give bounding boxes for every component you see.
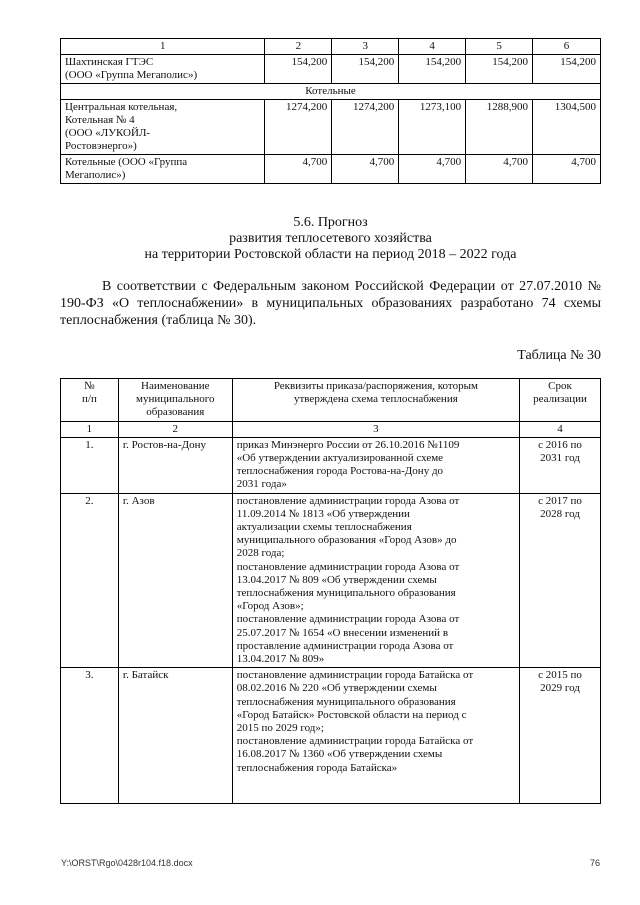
table-header-row [61, 379, 601, 422]
requisites-line: муниципального образования «Город Азов» до [236, 534, 457, 547]
column-number: 3 [332, 39, 399, 55]
header-line: реализации [533, 393, 587, 406]
header-line: п/п [82, 393, 97, 406]
row-label-line: Котельная № 4 [65, 114, 135, 126]
row-label [61, 100, 265, 155]
table-cell: 154,200 [332, 55, 399, 84]
requisites-line: 2028 года; [236, 547, 285, 560]
requisites-line: актуализации схемы теплоснабжения [236, 521, 412, 534]
requisites-line: 2015 по 2029 год»; [236, 722, 324, 735]
table-section-row [61, 84, 601, 100]
generation-capacity-table [60, 38, 601, 184]
column-number: 4 [399, 39, 466, 55]
table-cell: 4,700 [332, 155, 399, 184]
row-label-line: (ООО «Группа Мегаполис») [65, 69, 198, 81]
row-label-line: Мегаполис») [65, 169, 126, 181]
row-label-line: Центральная котельная, [65, 101, 178, 113]
column-header-term [520, 379, 601, 422]
intro-paragraph [60, 278, 601, 329]
section-subtitle: на территории Ростовской области на период 2018 – 2022 года [144, 247, 517, 262]
term-line: с 2015 по [538, 669, 582, 682]
table-row [61, 155, 601, 184]
requisites-line: 11.09.2014 № 1813 «Об утверждении [236, 507, 410, 520]
requisites-line: теплоснабжения муниципального образования [236, 695, 456, 708]
section-heading [60, 215, 601, 263]
row-label-line: (ООО «ЛУКОЙЛ- [65, 127, 151, 139]
row-number: 2. [61, 493, 119, 668]
row-label-line: Шахтинская ГТЭС [65, 56, 154, 68]
term-line: с 2017 по [538, 494, 582, 507]
term-line: 2031 год [540, 452, 580, 465]
requisites-cell [232, 668, 519, 804]
requisites-cell [232, 493, 519, 668]
table-cell: 4,700 [466, 155, 533, 184]
requisites-line: теплоснабжения города Ростова-на-Дону до [236, 465, 444, 478]
term-cell [520, 437, 601, 493]
table-row [61, 55, 601, 84]
municipality-name: г. Батайск [118, 668, 232, 804]
table-header-row [61, 39, 601, 55]
table-cell: 4,700 [399, 155, 466, 184]
table-cell: 154,200 [265, 55, 332, 84]
requisites-line: теплоснабжения муниципального образования [236, 587, 456, 600]
table-cell: 154,200 [533, 55, 601, 84]
requisites-line: 25.07.2017 № 1654 «О внесении изменений в [236, 626, 449, 639]
column-number: 2 [118, 421, 232, 437]
requisites-line: 13.04.2017 № 809» [236, 653, 325, 666]
heat-supply-schemes-table [60, 378, 601, 804]
column-header-number [61, 379, 119, 422]
requisites-line: постановление администрации города Азова от [236, 494, 460, 507]
requisites-line: 2031 года» [236, 478, 287, 491]
requisites-line: проставление администрации города Азова от [236, 639, 454, 652]
term-line: 2029 год [540, 682, 580, 695]
requisites-line: 16.08.2017 № 1360 «Об утверждении схемы [236, 748, 443, 761]
row-label [61, 55, 265, 84]
header-line: Реквизиты приказа/распоряжения, которым [273, 380, 478, 392]
requisites-line: 13.04.2017 № 809 «Об утверждении схемы [236, 573, 437, 586]
table-row [61, 100, 601, 155]
table-cell: 154,200 [466, 55, 533, 84]
section-title: 5.6. Прогноз [293, 215, 368, 230]
table-cell: 1274,200 [265, 100, 332, 155]
requisites-line: теплоснабжения города Батайска» [236, 761, 398, 774]
requisites-line: постановление администрации города Азова от [236, 560, 460, 573]
term-line: с 2016 по [538, 438, 582, 451]
header-line: утверждена схема теплоснабжения [294, 393, 458, 406]
page-number: 76 [589, 858, 600, 868]
requisites-cell [232, 437, 519, 493]
table-cell: 4,700 [533, 155, 601, 184]
paragraph-text: В соответствии с Федеральным законом Российской Федерации от 27.07.2010 № 190-ФЗ «О теплоснабжении» в муниципальных образованиях разработано 74 схемы теплоснабжения (таблица № 30). [60, 279, 601, 328]
requisites-line: постановление администрации города Азова от [236, 613, 460, 626]
row-label-line: Ростовэнерго») [65, 140, 137, 152]
header-line: муниципального [136, 393, 215, 406]
column-number: 6 [533, 39, 601, 55]
column-number: 1 [61, 421, 119, 437]
requisites-line: постановление администрации города Батайска от [236, 735, 474, 748]
requisites-line: «Город Азов»; [236, 600, 304, 613]
term-line: 2028 год [540, 507, 580, 520]
table-row [61, 493, 601, 668]
column-number: 5 [466, 39, 533, 55]
column-number-row [61, 421, 601, 437]
table-cell: 1274,200 [332, 100, 399, 155]
table-row [61, 668, 601, 804]
term-cell [520, 493, 601, 668]
table-cell: 1273,100 [399, 100, 466, 155]
header-line: Наименование [141, 380, 210, 392]
table-cell: 154,200 [399, 55, 466, 84]
municipality-name: г. Азов [118, 493, 232, 668]
row-label-line: Котельные (ООО «Группа [65, 156, 188, 168]
row-label [61, 155, 265, 184]
column-number: 2 [265, 39, 332, 55]
table-cell: 4,700 [265, 155, 332, 184]
row-number: 1. [61, 437, 119, 493]
column-number: 4 [520, 421, 601, 437]
header-line: № [84, 380, 95, 392]
municipality-name: г. Ростов-на-Дону [118, 437, 232, 493]
row-number: 3. [61, 668, 119, 804]
header-line: образования [146, 406, 205, 419]
table-row [61, 437, 601, 493]
column-header-requisites [232, 379, 519, 422]
column-number: 1 [61, 39, 265, 55]
table-cell: 1304,500 [533, 100, 601, 155]
footer-file-path: Y:\ORST\Rgo\0428r104.f18.docx [61, 858, 193, 868]
requisites-line: приказ Минэнерго России от 26.10.2016 №1109 [236, 438, 460, 451]
column-number: 3 [232, 421, 519, 437]
table-cell: 1288,900 [466, 100, 533, 155]
requisites-line: 08.02.2016 № 220 «Об утверждении схемы [236, 682, 437, 695]
table-caption: Таблица № 30 [517, 348, 601, 363]
header-line: Срок [548, 380, 572, 392]
requisites-line: «Город Батайск» Ростовской области на период с [236, 708, 467, 721]
requisites-line: постановление администрации города Батайска от [236, 669, 474, 682]
requisites-line: «Об утверждении актуализированной схеме [236, 452, 444, 465]
section-label: Котельные [61, 84, 601, 100]
column-header-municipality [118, 379, 232, 422]
term-cell [520, 668, 601, 804]
section-subtitle: развития теплосетевого хозяйства [229, 231, 432, 246]
